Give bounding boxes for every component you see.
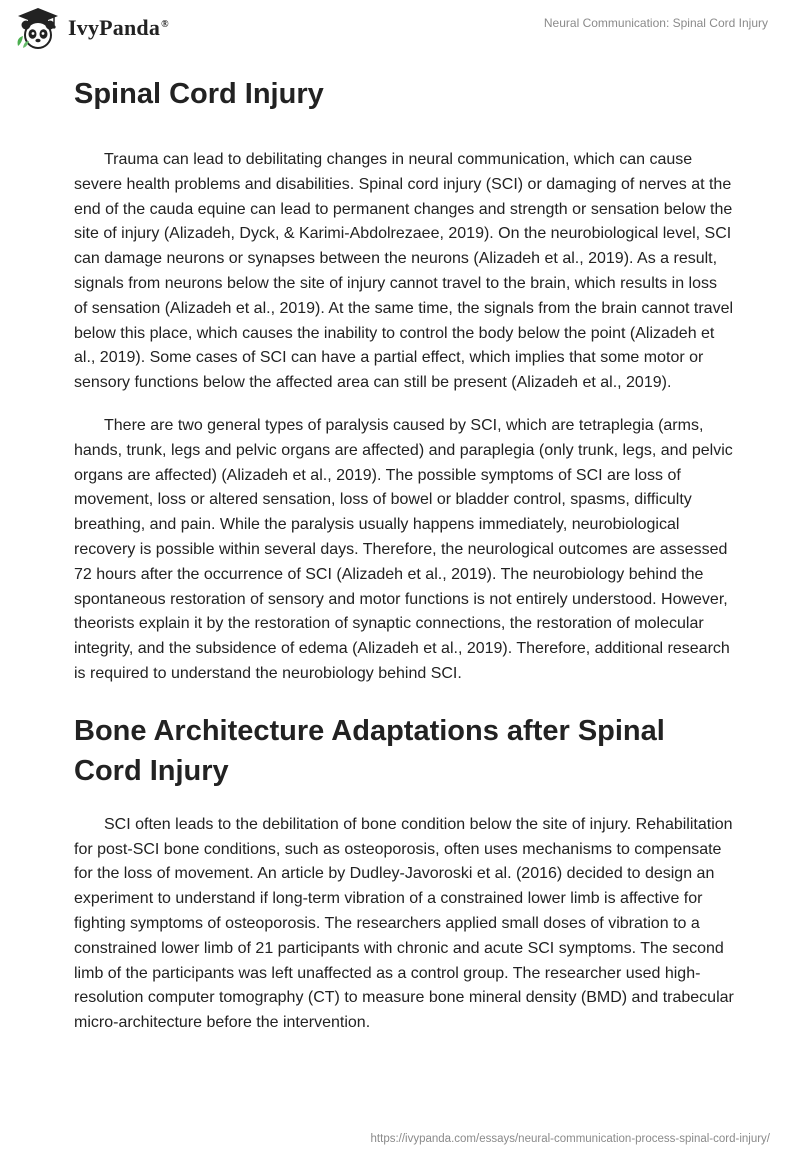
section-heading: Bone Architecture Adaptations after Spinal Cord Injury [74, 714, 665, 787]
document-title: Neural Communication: Spinal Cord Injury [543, 16, 768, 30]
registered-mark: ® [161, 18, 169, 30]
page-header [0, 0, 800, 60]
source-url[interactable]: https://ivypanda.com/essays/neural-communication-process-spinal-cord-injury/ [370, 1133, 770, 1145]
brand-logo[interactable] [14, 6, 169, 50]
paragraph: SCI often leads to the debilitation of bone condition below the site of injury. Rehabilitation for post-SCI bone conditions, such as osteoporosis, often uses mechanisms to compensate for the loss of movement. An article by Dudley-Javoroski et al. (2016) decided to design an experiment to understand if long-term vibration of a constrained lower limb is affective for fighting symptoms of osteoporosis. The researchers applied small doses of vibration to a constrained lower limb of 21 participants with chronic and acute SCI symptoms. The second limb of the participants was left unaffected as a control group. The researcher used high-resolution computer tomography (CT) to measure bone mineral density (BMD) and trabecular micro-architecture before the intervention. [74, 815, 734, 1032]
panda-graduate-icon [14, 6, 62, 50]
brand-name: IvyPanda® [68, 15, 169, 40]
section-heading: Spinal Cord Injury [74, 78, 324, 110]
paragraph: There are two general types of paralysis caused by SCI, which are tetraplegia (arms, hands, trunk, legs and pelvic organs are affected) and paraplegia (only trunk, legs, and pelvic organs are affected) (Alizadeh et al., 2019). The possible symptoms of SCI are loss of movement, loss or altered sensation, loss of bowel or bladder control, spasms, difficulty breathing, and pain. While the paralysis usually happens immediately, neurobiological recovery is possible within several days. Therefore, the neurological outcomes are assessed 72 hours after the occurrence of SCI (Alizadeh et al., 2019). The neurobiology behind the spontaneous restoration of sensory and motor functions is not entirely understood. However, theorists explain it by the restoration of synaptic connections, the restoration of molecular integrity, and the subsidence of edema (Alizadeh et al., 2019). Therefore, additional research is required to understand the neurobiology behind SCI. [74, 416, 733, 682]
paragraph: Trauma can lead to debilitating changes in neural communication, which can cause severe health problems and disabilities. Spinal cord injury (SCI) or damaging of nerves at the end of the cauda equine can lead to permanent changes and strength or sensation below the site of injury (Alizadeh, Dyck, & Karimi-Abdolrezaee, 2019). On the neurobiological level, SCI can damage neurons or synapses between the neurons (Alizadeh et al., 2019). As a result, signals from neurons below the site of injury cannot travel to the brain, which results in loss of sensation (Alizadeh et al., 2019). At the same time, the signals from the brain cannot travel below this place, which causes the inability to control the body below the point (Alizadeh et al., 2019). Some cases of SCI can have a partial effect, which implies that some motor or sensory functions below the affected area can still be present (Alizadeh et al., 2019). [74, 151, 734, 392]
essay-content [74, 68, 734, 1054]
